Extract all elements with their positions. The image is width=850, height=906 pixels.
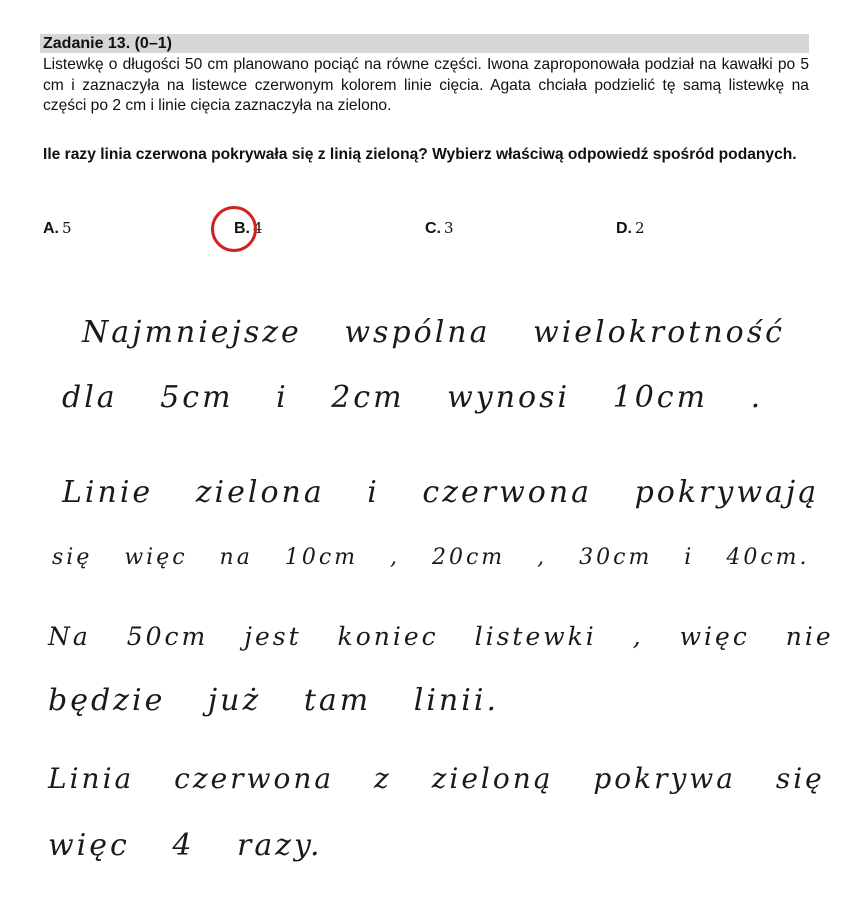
- answer-letter: B.: [234, 220, 250, 237]
- handwritten-solution: [0, 300, 850, 880]
- answer-value: 3: [444, 219, 454, 237]
- task-header: Zadanie 13. (0–1): [40, 34, 809, 53]
- task-text: Listewkę o długości 50 cm planowano pociąć na równe części. Iwona zaproponowała podział na kawałki po 5 cm i zaznaczyła na listewce czerwonym kolorem linie cięcia. Agata chciała podzielić tę samą listewkę na części po 2 cm i linie cięcia zaznaczyła na zielono.: [43, 56, 809, 114]
- handwriting-line: Na 50cm jest koniec listewki , więc nie: [48, 622, 834, 651]
- answer-option-c[interactable]: [425, 217, 454, 240]
- handwriting-line: Linia czerwona z zieloną pokrywa się: [48, 762, 825, 795]
- answer-option-a[interactable]: [43, 217, 72, 240]
- answer-options: [0, 217, 850, 241]
- handwriting-line: więc 4 razy.: [48, 828, 323, 863]
- handwriting-line: będzie już tam linii.: [48, 683, 499, 718]
- answer-letter: A.: [43, 220, 59, 237]
- answer-letter: C.: [425, 220, 441, 237]
- answer-value: 2: [635, 219, 645, 237]
- handwriting-line: dla 5cm i 2cm wynosi 10cm .: [62, 380, 764, 415]
- answer-value: 5: [62, 219, 72, 237]
- handwriting-line: Linie zielona i czerwona pokrywają: [62, 475, 820, 510]
- answer-option-d[interactable]: [616, 217, 645, 240]
- answer-value: 4: [253, 219, 263, 237]
- answer-letter: D.: [616, 220, 632, 237]
- selected-answer-circle: [211, 206, 257, 252]
- handwriting-line: się więc na 10cm , 20cm , 30cm i 40cm.: [52, 545, 810, 570]
- handwriting-line: Najmniejsze wspólna wielokrotność: [82, 315, 785, 350]
- task-question: Ile razy linia czerwona pokrywała się z linią zieloną? Wybierz właściwą odpowiedź spośród podanych.: [43, 146, 797, 163]
